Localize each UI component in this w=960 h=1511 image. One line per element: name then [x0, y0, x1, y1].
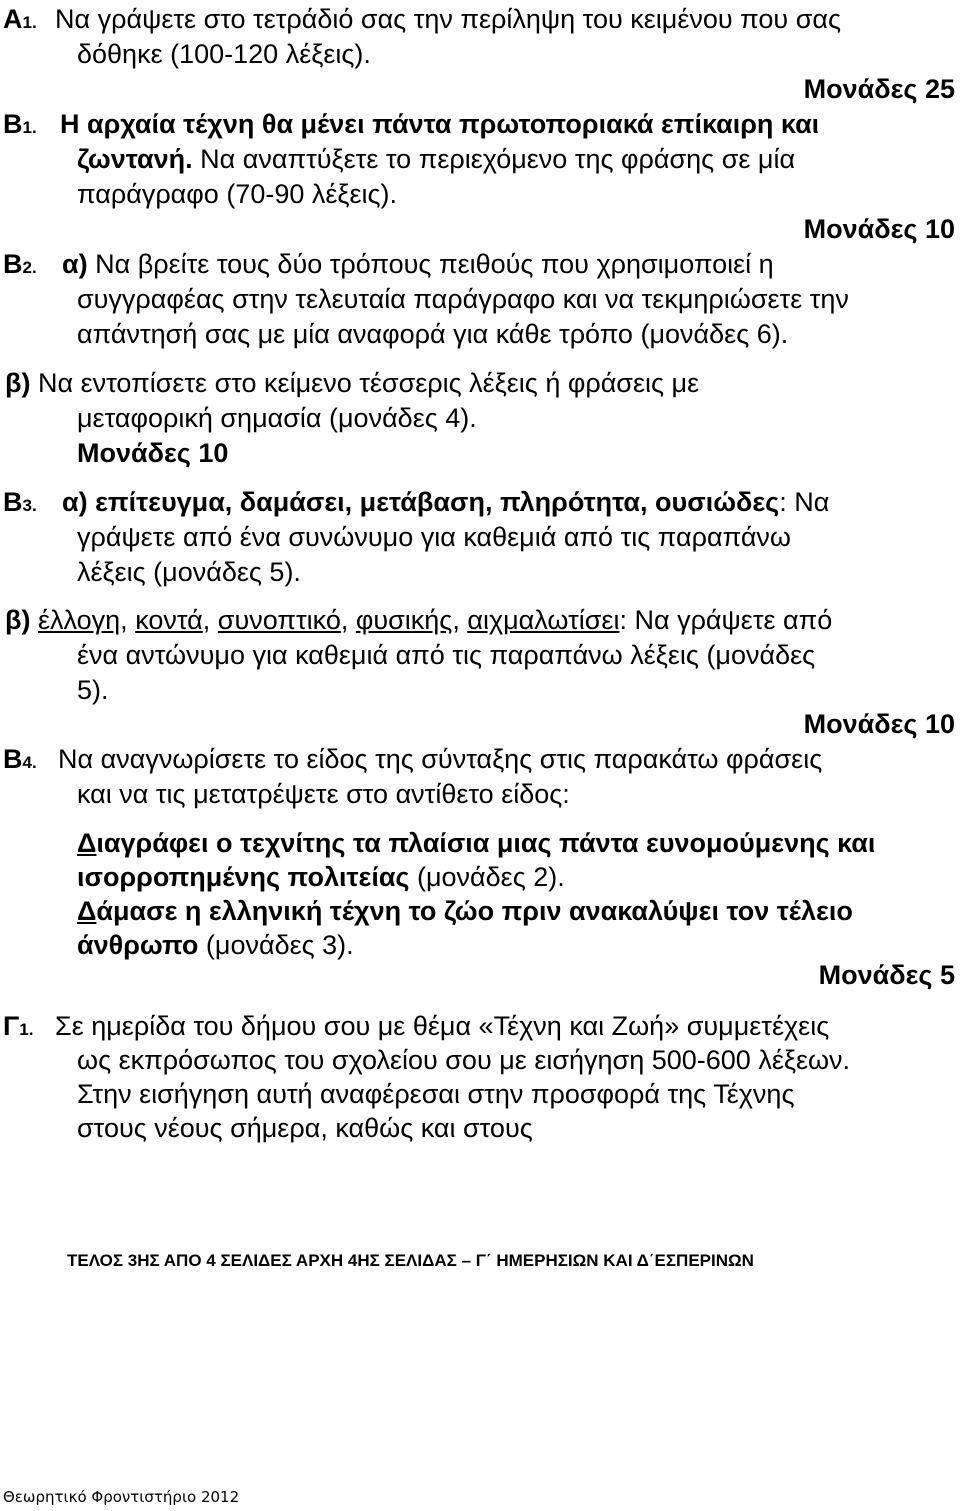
b2-a-line3: απάντησή σας με μία αναφορά για κάθε τρόπο (μονάδες 6). [77, 319, 789, 349]
label-number: 1. [22, 13, 37, 32]
separator: , [452, 605, 468, 635]
b4-phrase2-text: άμασε η ελληνική τέχνη το ζώο πριν ανακαλύψει τον τέλειο [96, 896, 853, 926]
b4-units: Μονάδες 5 [818, 960, 955, 990]
g1-line1: Σε ημερίδα του δήμου σου με θέμα «Τέχνη και Ζωή» συμμετέχεις [55, 1011, 830, 1041]
label-number: 1. [19, 1020, 34, 1039]
a1-line1: Να γράψετε στο τετράδιό σας την περίληψη του κειμένου που σας [55, 4, 841, 34]
separator: , [120, 605, 136, 635]
b4-line2: και να τις μετατρέψετε στο αντίθετο είδος: [77, 779, 570, 809]
question-b4-label [3, 742, 37, 780]
b2-units: Μονάδες 10 [77, 438, 229, 468]
label-letter: Β [3, 249, 23, 279]
label-letter: Β [3, 109, 23, 139]
b2-a-text: Να βρείτε τους δύο τρόπους πειθούς που χρησιμοποιεί η [95, 249, 774, 279]
b1-line3: παράγραφο (70-90 λέξεις). [77, 179, 398, 209]
b3-a-line1 [62, 485, 955, 519]
a1-line2: δόθηκε (100-120 λέξεις). [77, 39, 371, 69]
b2-b-marker: β) [5, 368, 31, 398]
question-b3-label [3, 485, 37, 523]
question-b2-label [3, 247, 37, 285]
b4-phrase1-end: ισορροπημένης πολιτείας [77, 862, 410, 892]
label-letter: Α [3, 4, 23, 34]
b4-phrase1-initial: Δ [77, 828, 97, 858]
b4-phrase1-units: (μονάδες 2). [409, 862, 565, 892]
b3-a-words: α) επίτευγμα, δαμάσει, μετάβαση, πληρότητα, ουσιώδες [62, 487, 780, 517]
b3-units: Μονάδες 10 [803, 709, 955, 739]
b4-phrase2-end: άνθρωπο [77, 930, 199, 960]
b4-phrase1-line2 [77, 860, 565, 894]
b3-b-word: φυσικής [355, 605, 453, 635]
question-g1-label [3, 1009, 33, 1047]
b3-a-line2: γράψετε από ένα συνώνυμο για καθεμιά από τις παραπάνω [77, 522, 792, 552]
b3-b-marker: β) [5, 605, 31, 635]
b3-a-line3: λέξεις (μονάδες 5). [77, 557, 301, 587]
b3-b-line1 [5, 603, 832, 637]
label-number: 2. [22, 258, 37, 277]
b4-phrase1-line1 [77, 826, 955, 860]
question-b1-label [3, 107, 37, 145]
b3-b-line3: 5). [77, 675, 109, 705]
b3-b-word: συνοπτικό [217, 605, 341, 635]
separator: , [202, 605, 218, 635]
b1-line2-rest: Να αναπτύξετε το περιεχόμενο της φράσης σε μία [200, 144, 796, 174]
b4-phrase2-units: (μονάδες 3). [198, 930, 354, 960]
b4-phrase2-line1 [77, 894, 955, 928]
b3-b-line2: ένα αντώνυμο για καθεμιά από τις παραπάνω λέξεις (μονάδες [77, 640, 816, 670]
question-a1-label [3, 2, 37, 40]
b2-a-line2: συγγραφέας στην τελευταία παράγραφο και να τεκμηριώσετε την [77, 284, 849, 314]
b2-a-marker: α) [62, 249, 88, 279]
label-letter: Β [3, 744, 23, 774]
page-footer-title: ΤΕΛΟΣ 3ΗΣ ΑΠΟ 4 ΣΕΛΙΔΕΣ ΑΡΧΗ 4ΗΣ ΣΕΛΙΔΑΣ – Γ΄ ΗΜΕΡΗΣΙΩΝ ΚΑΙ Δ΄ΕΣΠΕΡΙΝΩΝ [67, 1251, 754, 1270]
b2-b-text: Να εντοπίσετε στο κείμενο τέσσερις λέξεις ή φράσεις με [38, 368, 700, 398]
b3-b-line1-rest: : Να γράψετε από [619, 605, 833, 635]
g1-line3: Στην εισήγηση αυτή αναφέρεσαι στην προσφορά της Τέχνης [77, 1079, 795, 1109]
b1-quote-line1: Η αρχαία τέχνη θα μένει πάντα πρωτοποριακά επίκαιρη και [60, 109, 820, 139]
b1-units: Μονάδες 10 [803, 214, 955, 244]
b4-phrase1-text: ιαγράφει ο τεχνίτης τα πλαίσια μιας πάντα ευνομούμενης και [96, 828, 876, 858]
b4-line1: Να αναγνωρίσετε το είδος της σύνταξης στις παρακάτω φράσεις [58, 744, 823, 774]
label-number: 4. [22, 753, 37, 772]
b1-line2 [77, 142, 955, 176]
b4-phrase2-initial: Δ [77, 896, 97, 926]
page-credit: Θεωρητικό Φροντιστήριο 2012 [3, 1488, 240, 1506]
label-number: 3. [22, 496, 37, 515]
b2-a-line1 [62, 247, 955, 281]
b2-b-line1 [5, 366, 955, 400]
b2-b-line2: μεταφορική σημασία (μονάδες 4). [77, 403, 477, 433]
g1-line2: ως εκπρόσωπος του σχολείου σου με εισήγηση 500-600 λέξεων. [77, 1045, 851, 1075]
b1-quote-line2: ζωντανή. [77, 144, 193, 174]
separator: , [340, 605, 356, 635]
a1-units: Μονάδες 25 [803, 74, 955, 104]
label-letter: Β [3, 487, 23, 517]
b3-a-line1-rest: : Να [779, 487, 830, 517]
g1-line4: στους νέους σήμερα, καθώς και στους [77, 1113, 533, 1143]
label-letter: Γ [3, 1011, 20, 1041]
b3-b-word: έλλογη [38, 605, 121, 635]
label-number: 1. [22, 118, 37, 137]
b4-phrase2-line2 [77, 928, 354, 962]
b3-b-word: κοντά [135, 605, 203, 635]
b3-b-word: αιχμαλωτίσει [467, 605, 620, 635]
